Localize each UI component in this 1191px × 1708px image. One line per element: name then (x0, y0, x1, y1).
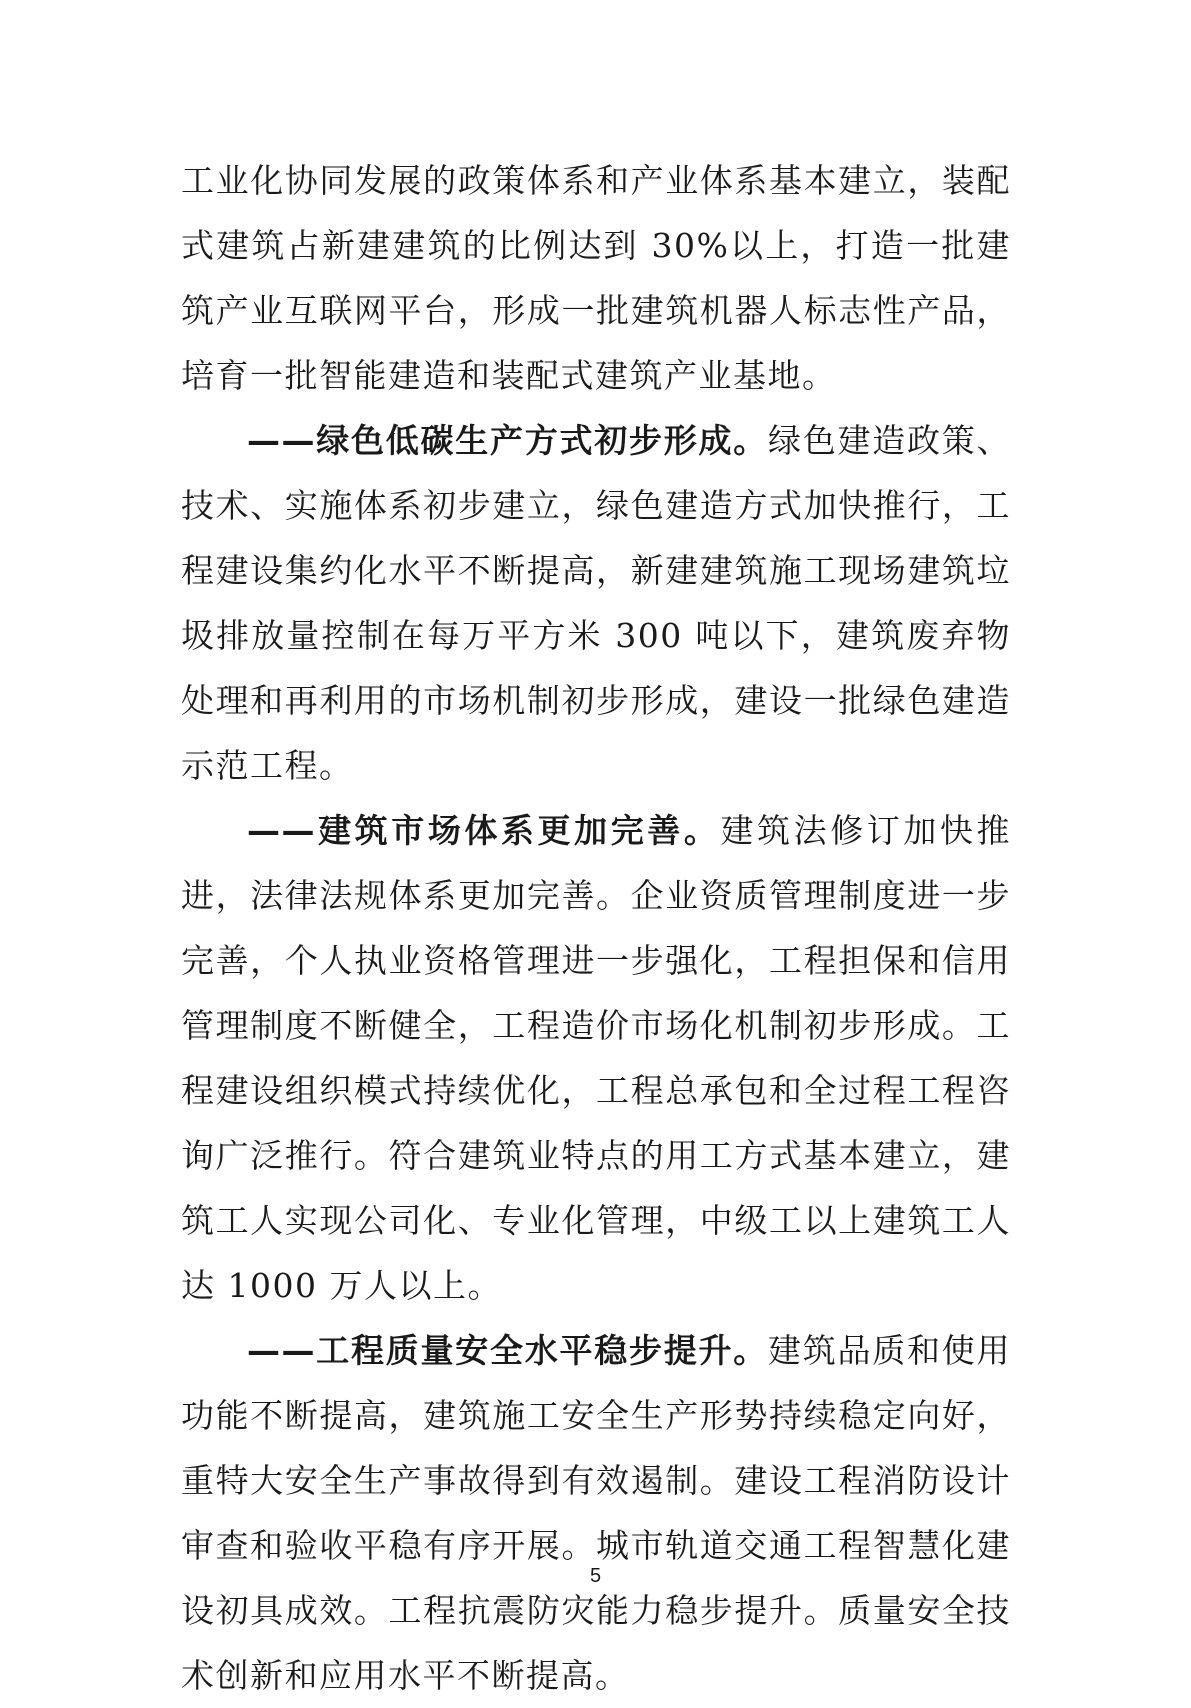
paragraph-quality-safety (181, 1318, 1011, 1708)
paragraph-text: 工业化协同发展的政策体系和产业体系基本建立，装配式建筑占新建建筑的比例达到 30%以上，打造一批建筑产业互联网平台，形成一批建筑机器人标志性产品，培育一批智能建造和装配式建筑产业基地。 (181, 161, 1011, 395)
body-text (181, 148, 1011, 1708)
page-number: 5 (589, 1565, 602, 1587)
paragraph-lead-heading: ——工程质量安全水平稳步提升。 (247, 1331, 768, 1370)
paragraph-lead-heading: ——建筑市场体系更加完善。 (247, 811, 721, 850)
paragraph-continuation (181, 148, 1011, 408)
paragraph-green-low-carbon (181, 408, 1011, 798)
paragraph-lead-heading: ——绿色低碳生产方式初步形成。 (247, 421, 768, 460)
paragraph-construction-market (181, 798, 1011, 1318)
paragraph-text: 绿色建造政策、技术、实施体系初步建立，绿色建造方式加快推行，工程建设集约化水平不断提高，新建建筑施工现场建筑垃圾排放量控制在每万平方米 300 吨以下，建筑废弃物处理和再利用的市场机制初步形成，建设一批绿色建造示范工程。 (181, 421, 1011, 785)
paragraph-text: 建筑品质和使用功能不断提高，建筑施工安全生产形势持续稳定向好，重特大安全生产事故得到有效遏制。建设工程消防设计审查和验收平稳有序开展。城市轨道交通工程智慧化建设初具成效。工程抗震防灾能力稳步提升。质量安全技术创新和应用水平不断提高。 (181, 1331, 1011, 1695)
paragraph-text: 建筑法修订加快推进，法律法规体系更加完善。企业资质管理制度进一步完善，个人执业资格管理进一步强化，工程担保和信用管理制度不断健全，工程造价市场化机制初步形成。工程建设组织模式持续优化，工程总承包和全过程工程咨询广泛推行。符合建筑业特点的用工方式基本建立，建筑工人实现公司化、专业化管理，中级工以上建筑工人达 1000 万人以上。 (181, 811, 1012, 1305)
